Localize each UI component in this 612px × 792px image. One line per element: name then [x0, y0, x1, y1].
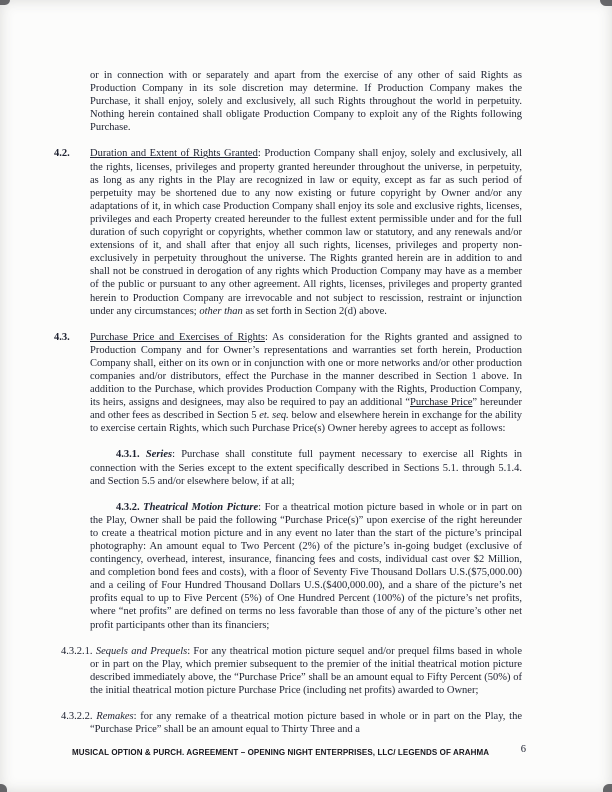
- section-4-3-body: : As consideration for the Rights granted and assigned to Production Company and for Owner’s representations and warranties set forth herein, Production Company shall, either on its own or in conjunction with one or more networks and/or other production companies and/or distributors, effect the Purchase in the manner described in Section 1 above. In addition to the Purchase, which provides Production Company with the Rights, Production Company, its heirs, assigns and designees, may also be required to pay an additional “: [90, 331, 522, 409]
- section-4-2-number: 4.2.: [54, 148, 70, 160]
- section-4-3-1: [90, 448, 522, 487]
- scan-artifact-bottom-right: [603, 784, 612, 792]
- document-body: [54, 69, 523, 749]
- section-4-3: [54, 331, 523, 436]
- section-4-2-body-italic: other than: [199, 305, 243, 317]
- intro-paragraph: [90, 69, 522, 134]
- section-4-2: [54, 147, 522, 317]
- section-4-3-2-1-title: Sequels and Prequels: [95, 645, 188, 657]
- section-4-3-2-2-title: Remakes: [96, 711, 134, 723]
- section-4-2-body: : Production Company shall enjoy, solely and exclusively, all the rights, licenses, privileges and property granted hereunder throughout the universe, in perpetuity, as long as any rights in the Play are recognized in law or equity, except as far as such period of perpetuity may be shortened due to any now existing or future copyright by Owner and/or any adaptations of it, in which case Production Company shall enjoy its sole and exclusive rights, licenses, privileges and each Property created hereunder to the fullest extent permissible under and for the full duration of such copyright or copyrights, whether common law or statutory, and any renewals and/or extensions of it, and shall after that enjoy all such rights, licenses, privileges and property non-exclusively in perpetuity throughout the universe. The Rights granted herein are in addition to and shall not be construed in derogation of any rights which Production Company may have as a member of the public or pursuant to any other agreement. All rights, licenses, privileges and property granted herein to Production Company are irrevocable and not subject to rescission, restraint or injunction under any circumstances;: [90, 148, 522, 317]
- section-4-3-2-2: [61, 710, 522, 736]
- section-4-3-2-1-body: : For any theatrical motion picture sequel and/or prequel films based in whole or in part on the Play, which premier subsequent to the premier of the initial theatrical motion picture described immediately above, the “Purchase Price” shall be an amount equal to Fifty Percent (50%) of the initial theatrical motion picture Purchase Price (including net profits) awarded to Owner;: [90, 645, 523, 696]
- section-4-3-1-number: 4.3.1.: [116, 449, 140, 461]
- section-4-3-2-body: : For a theatrical motion picture based in whole or in part on the Play, Owner shall be paid the following “Purchase Price(s)” upon exercise of the right hereunder to create a theatrical motion picture and in any event no later than the start of the picture’s principal photography: An amount equal to Two Percent (2%) of the picture’s in-going budget (exclusive of contingency, overhead, interest, insurance, financing fees and costs, individual cast over $2 Million, and completion bond fees and costs), with a floor of Seventy Five Thousand Dollars U.S.($75,000.00) and a ceiling of Four Hundred Thousand Dollars U.S.($400,000.00), and a share of the picture’s net profits equal to up to Five Percent (5%) of One Hundred Percent (100%) of the picture’s net profits, where “net profits” are defined on terms no less favorable than those of any of the picture’s other net profit participants other than its financiers;: [90, 501, 522, 631]
- footer-title: MUSICAL OPTION & PURCH. AGREEMENT – OPENING NIGHT ENTERPRISES, LLC/ LEGENDS OF ARAHMA: [72, 748, 490, 757]
- section-4-3-purchase-price-term: Purchase Price: [409, 397, 473, 409]
- section-4-3-2: [90, 501, 522, 632]
- scan-artifact-bottom-left: [0, 784, 7, 792]
- scan-artifact-top-right: [600, 0, 612, 6]
- section-4-3-2-1-number: 4.3.2.1.: [61, 645, 93, 657]
- section-4-3-body-italic: et. seq.: [259, 410, 289, 422]
- section-4-3-number: 4.3.: [54, 331, 70, 343]
- intro-paragraph-text: or in connection with or separately and apart from the exercise of any other of said Rights as Production Company in its sole discretion may determine. If Production Company makes the Purchase, it shall enjoy, solely and exclusively, all such Rights throughout the world in perpetuity. Nothing herein contained shall obligate Production Company to exploit any of the Rights following Purchase.: [90, 70, 522, 134]
- section-4-3-2-1: [61, 645, 523, 697]
- section-4-3-body-mid: ” hereunder and other fees as described in Section 5: [90, 397, 523, 422]
- section-4-3-1-title: Series: [145, 449, 173, 461]
- section-4-3-1-body: : Purchase shall constitute full payment necessary to exercise all Rights in connection with the Series except to the extent specifically described in Sections 5.1. through 5.1.4. and Section 5.5 and/or elsewhere below, if at all;: [90, 449, 523, 487]
- section-4-3-2-2-body: : for any remake of a theatrical motion picture based in whole or in part on the Play, the “Purchase Price” shall be an amount equal to Thirty Three and a: [90, 711, 522, 736]
- scan-artifact-top-left: [0, 0, 10, 5]
- section-4-3-2-title: Theatrical Motion Picture: [143, 501, 259, 513]
- section-4-2-heading: Duration and Extent of Rights Granted: [90, 148, 258, 160]
- section-4-3-2-2-number: 4.3.2.2.: [61, 711, 93, 723]
- section-4-3-2-number: 4.3.2.: [116, 501, 140, 513]
- section-4-3-heading: Purchase Price and Exercises of Rights: [90, 331, 265, 343]
- section-4-3-body-tail: below and elsewhere herein in exchange for the ability to exercise certain Rights, which such Purchase Price(s) Owner hereby agrees to accept as follows:: [90, 410, 522, 435]
- page-number: 6: [520, 744, 526, 755]
- section-4-2-body-tail: as set forth in Section 2(d) above.: [242, 305, 387, 317]
